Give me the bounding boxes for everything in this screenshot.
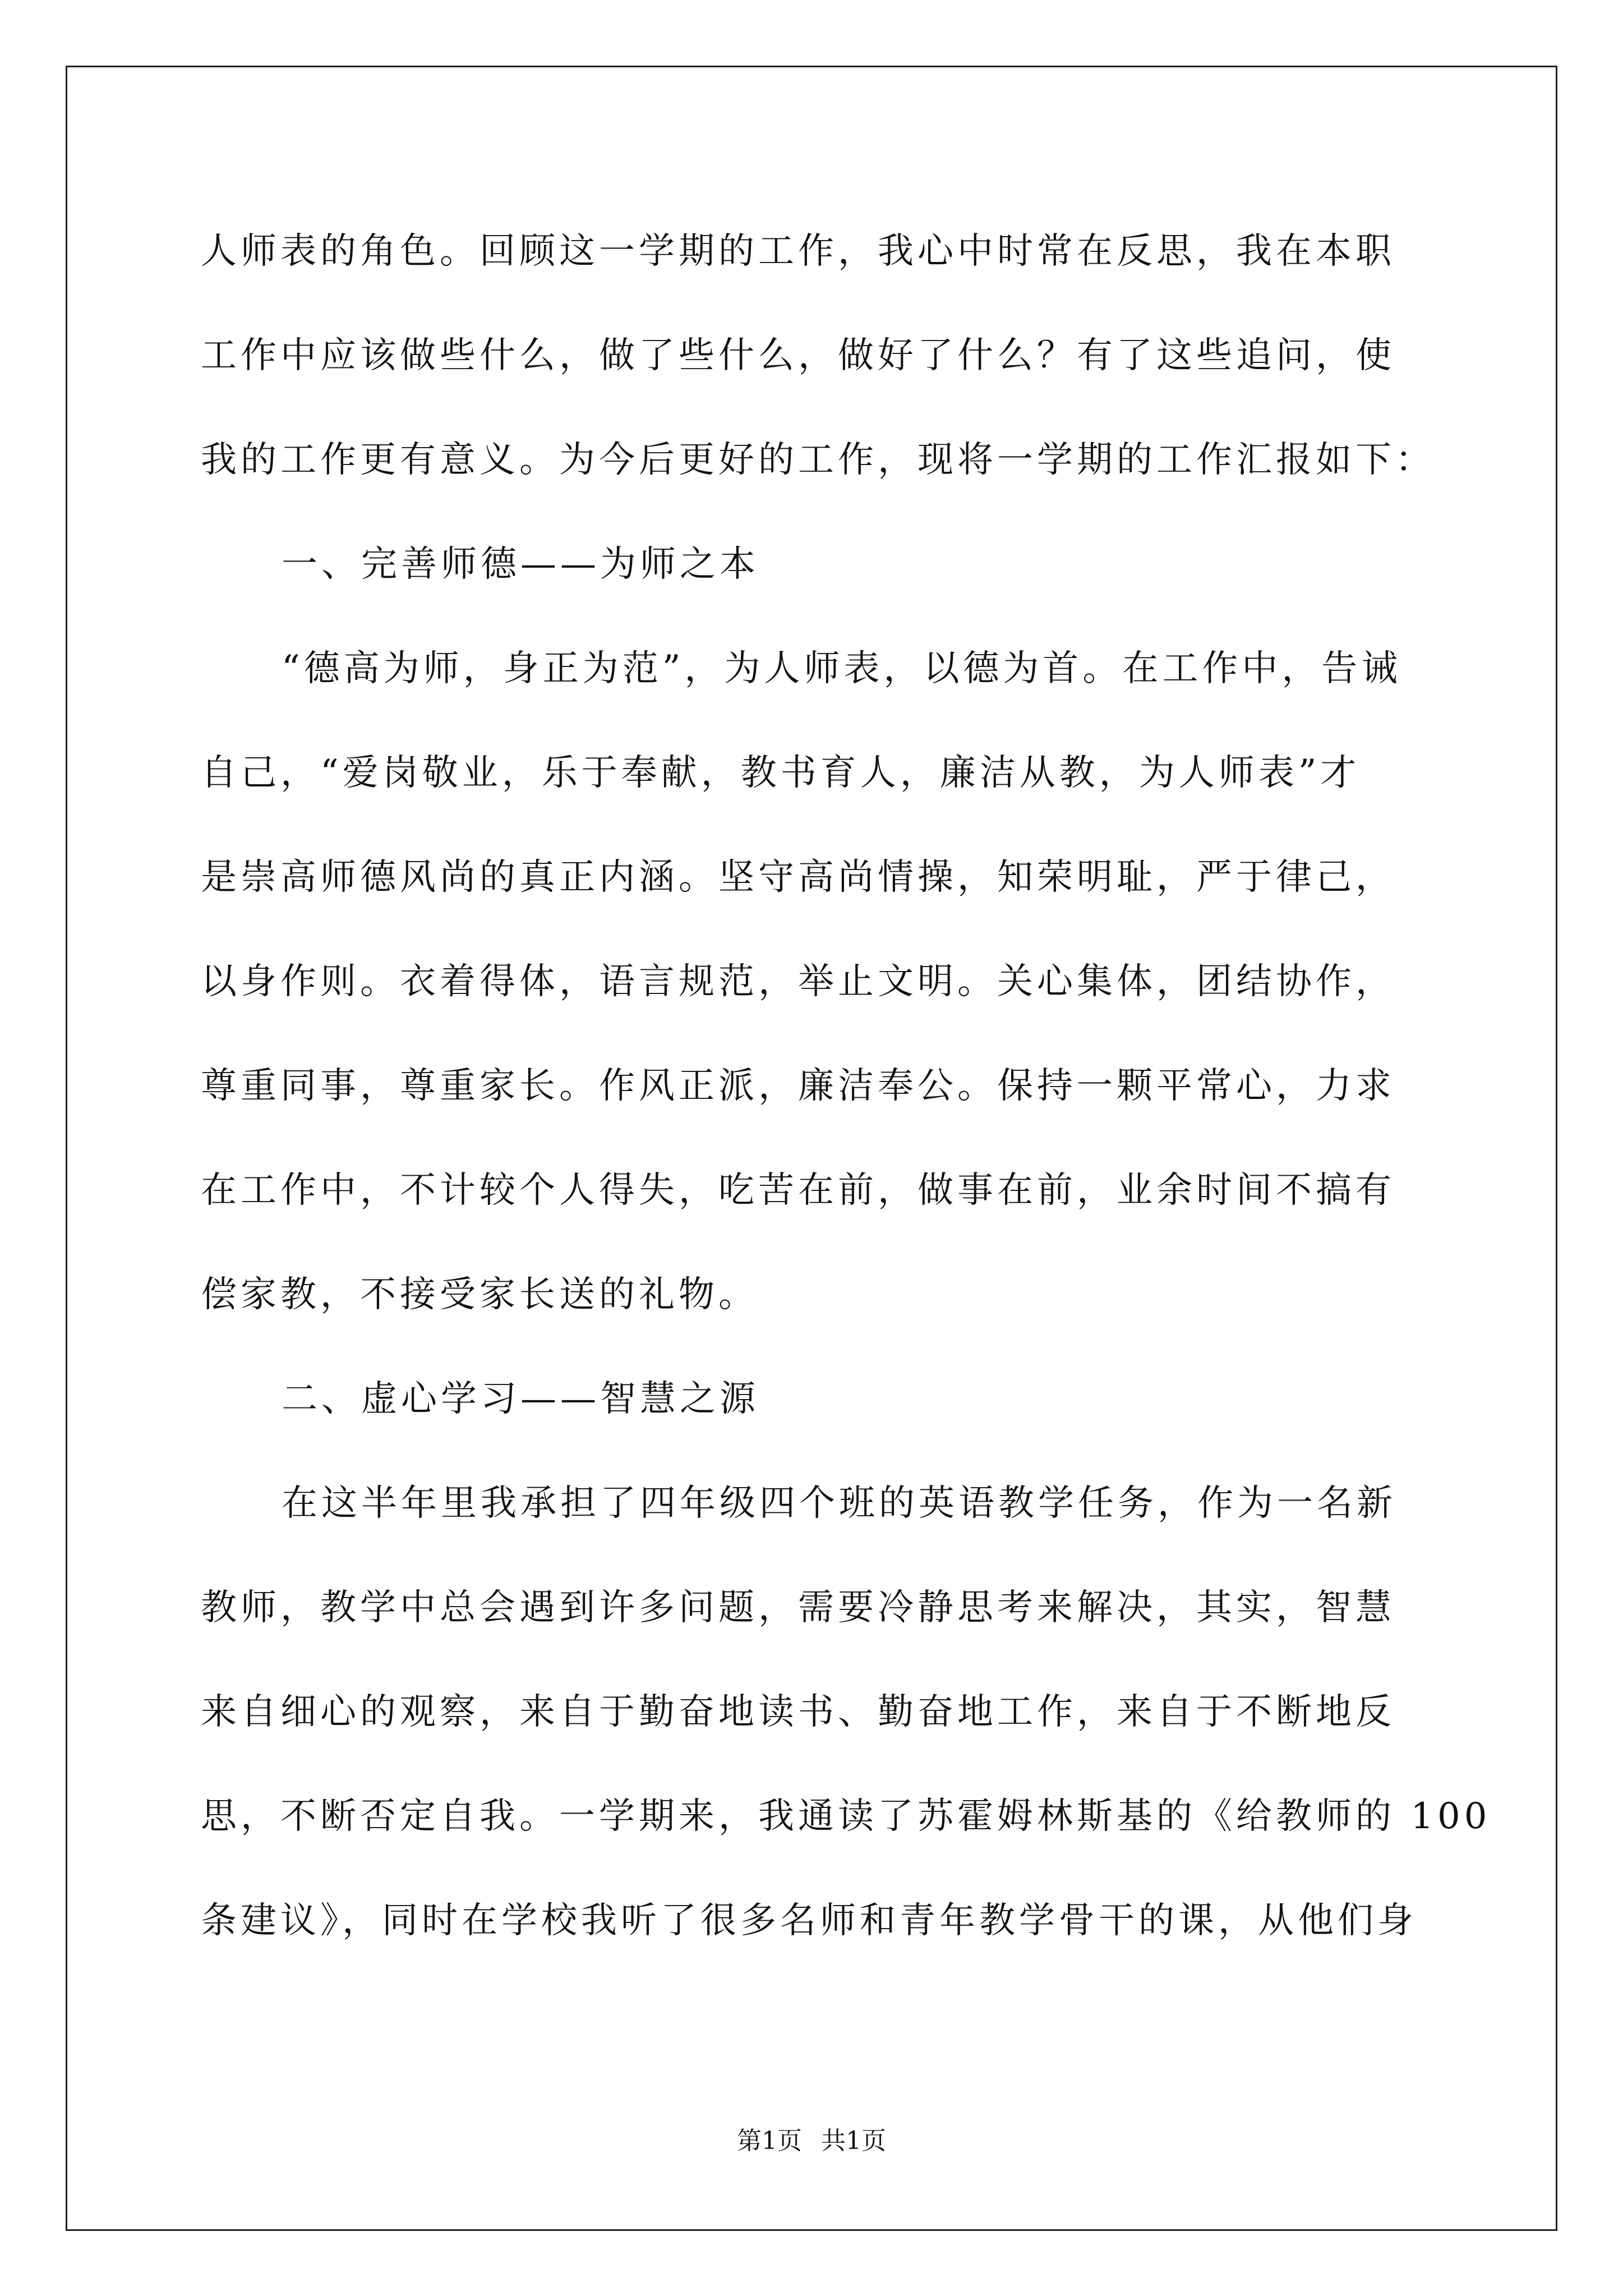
section-heading: 二、虚心学习——智慧之源 bbox=[282, 1378, 759, 1420]
text-line: 偿家教，不接受家长送的礼物。 bbox=[201, 1274, 758, 1315]
text-line: 自己，“爱岗敬业，乐于奉献，教书育人，廉洁从教，为人师表”才 bbox=[201, 752, 1361, 794]
text-line: 在工作中，不计较个人得失，吃苦在前，做事在前，业余时间不搞有 bbox=[201, 1170, 1395, 1211]
page-footer bbox=[0, 2124, 1623, 2158]
text-line: 是崇高师德风尚的真正内涵。坚守高尚情操，知荣明耻，严于律己， bbox=[201, 857, 1395, 898]
document-body bbox=[201, 215, 1491, 1989]
text-line: 在这半年里我承担了四年级四个班的英语教学任务，作为一名新 bbox=[282, 1483, 1396, 1524]
text-line: 来自细心的观察，来自于勤奋地读书、勤奋地工作，来自于不断地反 bbox=[201, 1691, 1395, 1733]
text-line: 条建议》，同时在学校我听了很多名师和青年教学骨干的课，从他们身 bbox=[201, 1900, 1417, 1941]
text-line: 以身作则。衣着得体，语言规范，举止文明。关心集体，团结协作， bbox=[201, 961, 1395, 1002]
text-line: 人师表的角色。回顾这一学期的工作，我心中时常在反思，我在本职 bbox=[201, 231, 1395, 272]
page-number: 第1页 bbox=[737, 2127, 802, 2155]
text-line: “德高为师，身正为范”，为人师表，以德为首。在工作中，告诫 bbox=[282, 648, 1401, 689]
text-line: 我的工作更有意义。为今后更好的工作，现将一学期的工作汇报如下： bbox=[201, 439, 1435, 481]
section-heading: 一、完善师德——为师之本 bbox=[282, 544, 759, 585]
page-total: 共1页 bbox=[821, 2127, 886, 2155]
text-line: 思，不断否定自我。一学期来，我通读了苏霍姆林斯基的《给教师的 100 bbox=[201, 1796, 1491, 1837]
text-line: 工作中应该做些什么，做了些什么，做好了什么？有了这些追问，使 bbox=[201, 335, 1395, 376]
text-line: 教师，教学中总会遇到许多问题，需要冷静思考来解决，其实，智慧 bbox=[201, 1587, 1395, 1628]
text-line: 尊重同事，尊重家长。作风正派，廉洁奉公。保持一颗平常心，力求 bbox=[201, 1065, 1395, 1107]
